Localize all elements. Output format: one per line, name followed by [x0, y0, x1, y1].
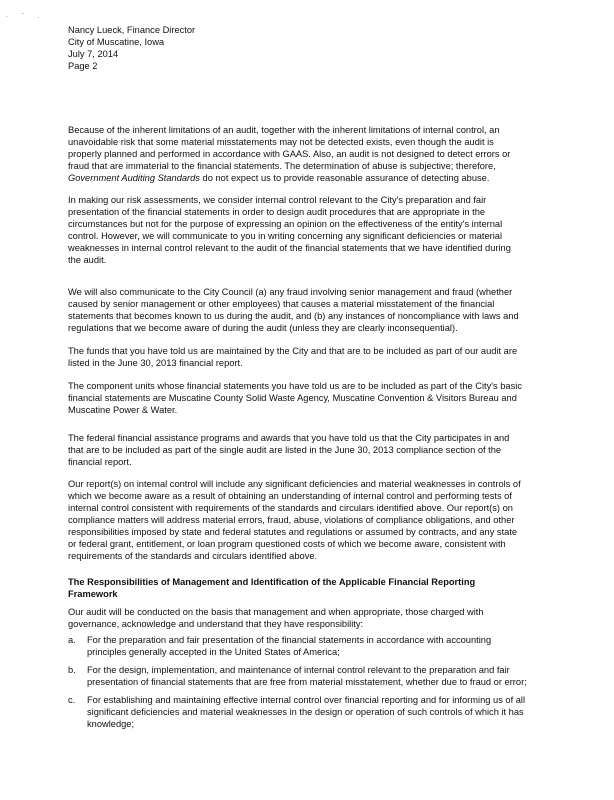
- text-line: regulations that we become aware of during the audit (unless they are clearly inconsequential).: [68, 323, 458, 333]
- text-line: statements that becomes known to us during the audit, and (b) any instances of noncompliance with laws and: [68, 311, 519, 321]
- list-marker: c.: [68, 695, 76, 705]
- section-heading: [68, 576, 598, 600]
- text-line: weaknesses in internal control relevant to the audit of the financial statements that we have identified during: [68, 243, 511, 253]
- italic-title: Government Auditing Standards: [68, 173, 200, 183]
- text-line: governance, acknowledge and understand that they have responsibility:: [68, 619, 364, 629]
- scan-specks: · ˉ .: [6, 14, 45, 20]
- text-line: presentation of financial statements that are free from material misstatement, whether due to fraud or error;: [87, 677, 527, 687]
- text-line: financial report.: [68, 457, 132, 467]
- list-text: [87, 634, 491, 658]
- heading-line: The Responsibilities of Management and Identification of the Applicable Financial Reporting: [68, 577, 476, 587]
- list-text: [87, 694, 525, 730]
- text-line: We will also communicate to the City Council (a) any fraud involving senior management and fraud (whether: [68, 287, 513, 297]
- text-line: fraud that are immaterial to the financial statements. The determination of abuse is subjective; therefore,: [68, 161, 496, 171]
- text-line: knowledge;: [87, 719, 135, 729]
- text-line: Government Auditing Standards do not expect us to provide reasonable assurance of detecting abuse.: [68, 173, 490, 183]
- text-line: Our audit will be conducted on the basis that management and when appropriate, those charged with: [68, 607, 484, 617]
- text-line: or federal grant, entitlement, or loan program questioned costs of which we become aware, consistent with: [68, 539, 506, 549]
- text-line: For the design, implementation, and maintenance of internal control relevant to the preparation and fair: [87, 665, 510, 675]
- text-line: listed in the June 30, 2013 financial report.: [68, 358, 243, 368]
- intro-paragraph: [68, 606, 598, 630]
- text-line: The federal financial assistance programs and awards that you have told us that the City participates in and: [68, 433, 510, 443]
- text-line: Our report(s) on internal control will include any significant deficiencies and material weaknesses in controls of: [68, 479, 521, 489]
- text-line: Muscatine Power & Water.: [68, 405, 178, 415]
- text-line: significant deficiencies and material weaknesses in the design or operation of such controls of which it has: [87, 707, 524, 717]
- list-text: [87, 664, 527, 688]
- text-line: The component units whose financial statements you have told us are to be included as part of the City's basic: [68, 381, 522, 391]
- text-line: that are to be included as part of the single audit are listed in the June 30, 2013 compliance section of the: [68, 445, 502, 455]
- list-marker: a.: [68, 635, 76, 645]
- text-line: For establishing and maintaining effective internal control over financial reporting and for informing us of all: [87, 695, 526, 705]
- organization: City of Muscatine, Iowa: [68, 37, 165, 47]
- recipient: Nancy Lueck, Finance Director: [68, 25, 196, 35]
- text-line: presentation of the financial statements in order to design audit procedures that are appropriate in the: [68, 207, 486, 217]
- text-line: In making our risk assessments, we consider internal control relevant to the City's preparation and fair: [68, 195, 487, 205]
- page-number: Page 2: [68, 61, 98, 71]
- text-line: unavoidable risk that some material misstatements may not be detected exists, even though the audit is: [68, 137, 494, 147]
- body-paragraph: [68, 432, 598, 468]
- body-paragraph: [68, 124, 598, 184]
- text-line: which we become aware as a result of obtaining an understanding of internal control and performing tests of: [68, 491, 512, 501]
- body-paragraph: [68, 380, 598, 416]
- text-line: properly planned and performed in accordance with GAAS. Also, an audit is not designed to detect errors or: [68, 149, 511, 159]
- body-paragraph: [68, 194, 598, 266]
- body-paragraph: [68, 345, 598, 369]
- heading-line: Framework: [68, 589, 118, 599]
- text-line: the audit.: [68, 255, 107, 265]
- date: July 7, 2014: [68, 49, 119, 59]
- text-line: caused by senior management or other employees) that causes a material misstatement of the financial: [68, 299, 495, 309]
- list-marker: b.: [68, 665, 76, 675]
- text-line: responsibilities imposed by state and federal statutes and regulations or assumed by contracts, and any state: [68, 527, 518, 537]
- text-line: internal control consistent with requirements of the standards and circulars identified above. Our report(s) on: [68, 503, 513, 513]
- text-line: circumstances but not for the purpose of expressing an opinion on the effectiveness of the entity's internal: [68, 219, 503, 229]
- text-line: For the preparation and fair presentation of the financial statements in accordance with accounting: [87, 635, 492, 645]
- text-line: compliance matters will address material errors, fraud, abuse, violations of compliance obligations, and other: [68, 515, 515, 525]
- body-paragraph: [68, 286, 598, 334]
- text-line: requirements of the standards and circulars identified above.: [68, 551, 318, 561]
- text-line: control. However, we will communicate to you in writing concerning any significant deficiencies or material: [68, 231, 503, 241]
- text-line: principles generally accepted in the United States of America;: [87, 647, 340, 657]
- text-line: The funds that you have told us are maintained by the City and that are to be included as part of our audit are: [68, 346, 518, 356]
- body-paragraph: [68, 478, 598, 562]
- letter-header: [68, 24, 598, 72]
- text-line: Because of the inherent limitations of an audit, together with the inherent limitations of internal control, an: [68, 125, 500, 135]
- text-line: financial statements are Muscatine County Solid Waste Agency, Muscatine Convention & Visitors Bureau and: [68, 393, 517, 403]
